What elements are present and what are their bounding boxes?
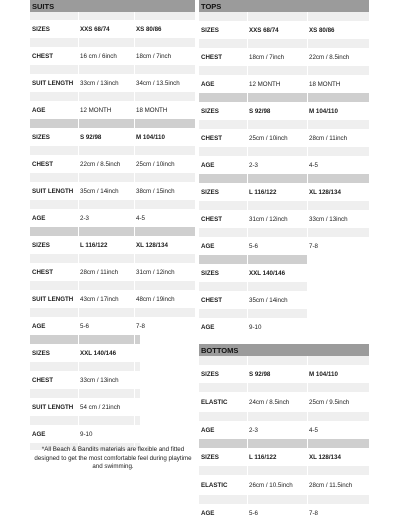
band-divider: [247, 383, 248, 392]
row-label: CHEST: [32, 376, 53, 384]
row-label: AGE: [201, 509, 215, 517]
band-divider: [247, 466, 248, 475]
band-divider: [307, 93, 308, 102]
spacer-band: [30, 254, 195, 263]
row-label: AGE: [201, 161, 215, 169]
spacer-band: [199, 201, 369, 210]
band-divider: [307, 383, 308, 392]
row-label: CHEST: [32, 160, 53, 168]
section-title: BOTTOMS: [201, 345, 239, 355]
measure-row: [199, 129, 369, 147]
size-b-value: 25cm / 10inch: [136, 160, 175, 168]
spacer-band: [30, 92, 195, 101]
size-b-value: XL 128/134: [136, 241, 168, 249]
size-b-value: 7-8: [309, 509, 318, 517]
size-a-value: 43cm / 17inch: [80, 295, 119, 303]
size-a-value: 25cm / 10inch: [249, 134, 288, 142]
measure-row: [30, 182, 195, 200]
row-label: SIZES: [201, 188, 219, 196]
size-a-value: 54 cm / 21inch: [80, 403, 121, 411]
size-a-value: 12 MONTH: [249, 80, 281, 88]
band-divider: [78, 38, 79, 47]
band-divider: [78, 12, 79, 20]
row-label: AGE: [201, 323, 215, 331]
size-a-value: 5-6: [80, 322, 89, 330]
size-b-value: 28cm / 11inch: [309, 134, 348, 142]
measure-row: [30, 155, 195, 173]
band-divider: [247, 174, 248, 183]
row-label: SIZES: [32, 349, 50, 357]
gap: [199, 336, 369, 344]
row-label: AGE: [201, 242, 215, 250]
spacer-band: [30, 389, 140, 398]
band-divider: [134, 146, 135, 155]
band-divider: [307, 228, 308, 237]
measure-row: [199, 237, 369, 255]
bottoms-header: [199, 344, 369, 356]
measure-row: [30, 371, 140, 389]
section-title: TOPS: [201, 1, 222, 11]
row-label: SIZES: [201, 370, 219, 378]
size-a-value: 2-3: [249, 161, 258, 169]
band-divider: [247, 228, 248, 237]
spacer-band: [199, 174, 369, 183]
size-b-value: XS 80/86: [136, 25, 162, 33]
band-divider: [307, 66, 308, 75]
measure-row: [199, 291, 307, 309]
band-divider: [134, 38, 135, 47]
size-a-value: 35cm / 14inch: [80, 187, 119, 195]
spacer-band: [199, 282, 307, 291]
size-b-value: 33cm / 13inch: [309, 215, 348, 223]
size-b-value: 34cm / 13.5inch: [136, 79, 180, 87]
spacer-band: [30, 65, 195, 74]
size-a-value: S 92/98: [80, 133, 102, 141]
spacer-band: [199, 439, 369, 448]
band-divider: [307, 39, 308, 48]
sizes-row: [199, 264, 307, 282]
section-title: SUITS: [32, 1, 55, 11]
size-a-value: 28cm / 11inch: [80, 268, 119, 276]
band-divider: [134, 12, 135, 20]
band-divider: [247, 39, 248, 48]
band-divider: [78, 416, 79, 425]
row-label: CHEST: [201, 134, 222, 142]
row-label: AGE: [201, 426, 215, 434]
size-a-value: 9-10: [249, 323, 262, 331]
band-divider: [78, 92, 79, 101]
sizes-row: [30, 20, 195, 38]
band-divider: [134, 389, 135, 398]
spacer-band: [199, 412, 369, 421]
spacer-band: [199, 356, 369, 365]
row-label: SUIT LENGTH: [32, 79, 74, 87]
size-a-value: 2-3: [80, 214, 89, 222]
size-a-value: XXL 140/146: [80, 349, 117, 357]
measure-row: [199, 318, 307, 336]
size-a-value: L 116/122: [249, 453, 277, 461]
sizes-row: [199, 102, 369, 120]
row-label: SIZES: [201, 453, 219, 461]
size-a-value: XXS 68/74: [80, 25, 110, 33]
size-a-value: 5-6: [249, 509, 258, 517]
spacer-band: [30, 227, 195, 236]
size-a-value: 9-10: [80, 430, 93, 438]
measure-row: [30, 317, 195, 335]
size-b-value: 18 MONTH: [309, 80, 341, 88]
row-label: CHEST: [32, 52, 53, 60]
spacer-band: [199, 39, 369, 48]
spacer-band: [30, 362, 140, 371]
suits-header: [30, 0, 195, 12]
measure-row: [30, 398, 140, 416]
size-a-value: 24cm / 8.5inch: [249, 398, 290, 406]
row-label: SIZES: [201, 269, 219, 277]
size-b-value: 18cm / 7inch: [136, 52, 172, 60]
measure-row: [199, 156, 369, 174]
measure-row: [199, 75, 369, 93]
spacer-band: [30, 335, 140, 344]
row-label: CHEST: [201, 53, 222, 61]
row-label: SIZES: [201, 26, 219, 34]
spacer-band: [30, 38, 195, 47]
band-divider: [307, 356, 308, 365]
band-divider: [247, 439, 248, 448]
band-divider: [307, 336, 308, 344]
sizes-row: [199, 365, 369, 383]
size-b-value: 7-8: [136, 322, 145, 330]
sizes-row: [199, 21, 369, 39]
band-divider: [78, 65, 79, 74]
band-divider: [134, 281, 135, 290]
spacer-band: [199, 66, 369, 75]
row-label: ELASTIC: [201, 398, 228, 406]
spacer-band: [30, 281, 195, 290]
measure-row: [30, 263, 195, 281]
sizes-row: [30, 236, 195, 254]
sizes-row: [30, 128, 195, 146]
size-b-value: 25cm / 9.5inch: [309, 398, 350, 406]
band-divider: [134, 65, 135, 74]
row-label: CHEST: [201, 296, 222, 304]
size-b-value: 48cm / 19inch: [136, 295, 175, 303]
band-divider: [247, 356, 248, 365]
size-a-value: 33cm / 13inch: [80, 79, 119, 87]
band-divider: [307, 174, 308, 183]
spacer-band: [30, 173, 195, 182]
measure-row: [30, 290, 195, 308]
spacer-band: [30, 146, 195, 155]
measure-row: [30, 101, 195, 119]
spacer-band: [30, 12, 195, 20]
band-divider: [134, 119, 135, 128]
row-label: CHEST: [32, 268, 53, 276]
measure-row: [30, 425, 140, 443]
band-divider: [247, 93, 248, 102]
sizes-row: [199, 183, 369, 201]
band-divider: [247, 282, 248, 291]
sizes-row: [30, 344, 140, 362]
row-label: AGE: [32, 214, 46, 222]
band-divider: [134, 227, 135, 236]
size-b-value: XL 128/134: [309, 188, 341, 196]
row-label: CHEST: [201, 215, 222, 223]
band-divider: [307, 147, 308, 156]
band-divider: [247, 336, 248, 344]
size-a-value: 22cm / 8.5inch: [80, 160, 121, 168]
band-divider: [78, 173, 79, 182]
measure-row: [199, 504, 369, 522]
spacer-band: [199, 228, 369, 237]
band-divider: [134, 362, 135, 371]
row-label: SUIT LENGTH: [32, 295, 74, 303]
band-divider: [78, 146, 79, 155]
row-label: SUIT LENGTH: [32, 187, 74, 195]
band-divider: [78, 335, 79, 344]
size-b-value: 31cm / 12inch: [136, 268, 175, 276]
band-divider: [134, 335, 135, 344]
spacer-band: [30, 308, 195, 317]
row-label: SUIT LENGTH: [32, 403, 74, 411]
band-divider: [247, 201, 248, 210]
measure-row: [30, 47, 195, 65]
band-divider: [78, 389, 79, 398]
spacer-band: [199, 466, 369, 475]
band-divider: [78, 362, 79, 371]
band-divider: [307, 201, 308, 210]
size-a-value: 33cm / 13inch: [80, 376, 119, 384]
row-label: AGE: [32, 322, 46, 330]
band-divider: [307, 412, 308, 421]
measure-row: [30, 209, 195, 227]
band-divider: [307, 466, 308, 475]
size-a-value: L 116/122: [80, 241, 108, 249]
size-a-value: S 92/98: [249, 370, 271, 378]
band-divider: [134, 308, 135, 317]
size-b-value: M 104/110: [136, 133, 165, 141]
sizes-row: [199, 448, 369, 466]
measure-row: [30, 74, 195, 92]
size-a-value: XXS 68/74: [249, 26, 279, 34]
size-b-value: 4-5: [309, 161, 318, 169]
row-label: SIZES: [32, 241, 50, 249]
size-a-value: 16 cm / 6inch: [80, 52, 117, 60]
band-divider: [247, 66, 248, 75]
measure-row: [199, 475, 369, 495]
size-a-value: XXL 140/146: [249, 269, 286, 277]
size-a-value: 12 MONTH: [80, 106, 112, 114]
spacer-band: [199, 147, 369, 156]
band-divider: [247, 255, 248, 264]
size-b-value: 4-5: [309, 426, 318, 434]
size-b-value: 28cm / 11.5inch: [309, 481, 353, 489]
size-a-value: S 92/98: [249, 107, 271, 115]
spacer-band: [199, 120, 369, 129]
size-b-value: 7-8: [309, 242, 318, 250]
band-divider: [134, 254, 135, 263]
measure-row: [199, 210, 369, 228]
row-label: AGE: [32, 430, 46, 438]
materials-note: *All Beach & Bandits materials are flexible and fitted designed to get the most comfortable feel during playtime and swimming.: [34, 446, 192, 471]
spacer-band: [30, 119, 195, 128]
size-a-value: 31cm / 12inch: [249, 215, 288, 223]
band-divider: [78, 308, 79, 317]
size-a-value: 26cm / 10.5inch: [249, 481, 293, 489]
band-divider: [307, 12, 308, 21]
row-label: AGE: [201, 80, 215, 88]
spacer-band: [30, 416, 140, 425]
band-divider: [134, 173, 135, 182]
band-divider: [134, 416, 135, 425]
band-divider: [247, 12, 248, 21]
size-b-value: XL 128/134: [309, 453, 341, 461]
size-b-value: M 104/110: [309, 370, 338, 378]
measure-row: [199, 48, 369, 66]
size-b-value: 18 MONTH: [136, 106, 168, 114]
band-divider: [78, 200, 79, 209]
row-label: AGE: [32, 106, 46, 114]
spacer-band: [199, 93, 369, 102]
size-a-value: 18cm / 7inch: [249, 53, 285, 61]
size-b-value: M 104/110: [309, 107, 338, 115]
band-divider: [247, 412, 248, 421]
band-divider: [78, 281, 79, 290]
band-divider: [247, 309, 248, 318]
row-label: ELASTIC: [201, 481, 228, 489]
size-a-value: 5-6: [249, 242, 258, 250]
spacer-band: [199, 309, 307, 318]
band-divider: [134, 92, 135, 101]
size-a-value: 2-3: [249, 426, 258, 434]
band-divider: [247, 147, 248, 156]
spacer-band: [199, 12, 369, 21]
spacer-band: [199, 255, 307, 264]
band-divider: [78, 119, 79, 128]
band-divider: [247, 120, 248, 129]
spacer-band: [199, 383, 369, 392]
measure-row: [199, 392, 369, 412]
band-divider: [134, 200, 135, 209]
row-label: SIZES: [201, 107, 219, 115]
row-label: SIZES: [32, 133, 50, 141]
size-a-value: L 116/122: [249, 188, 277, 196]
band-divider: [78, 227, 79, 236]
size-b-value: 22cm / 8.5inch: [309, 53, 350, 61]
size-b-value: XS 80/86: [309, 26, 335, 34]
tops-header: [199, 0, 369, 12]
band-divider: [307, 439, 308, 448]
spacer-band: [30, 200, 195, 209]
size-b-value: 4-5: [136, 214, 145, 222]
size-b-value: 38cm / 15inch: [136, 187, 175, 195]
measure-row: [199, 421, 369, 439]
band-divider: [307, 120, 308, 129]
size-a-value: 35cm / 14inch: [249, 296, 288, 304]
band-divider: [78, 254, 79, 263]
row-label: SIZES: [32, 25, 50, 33]
